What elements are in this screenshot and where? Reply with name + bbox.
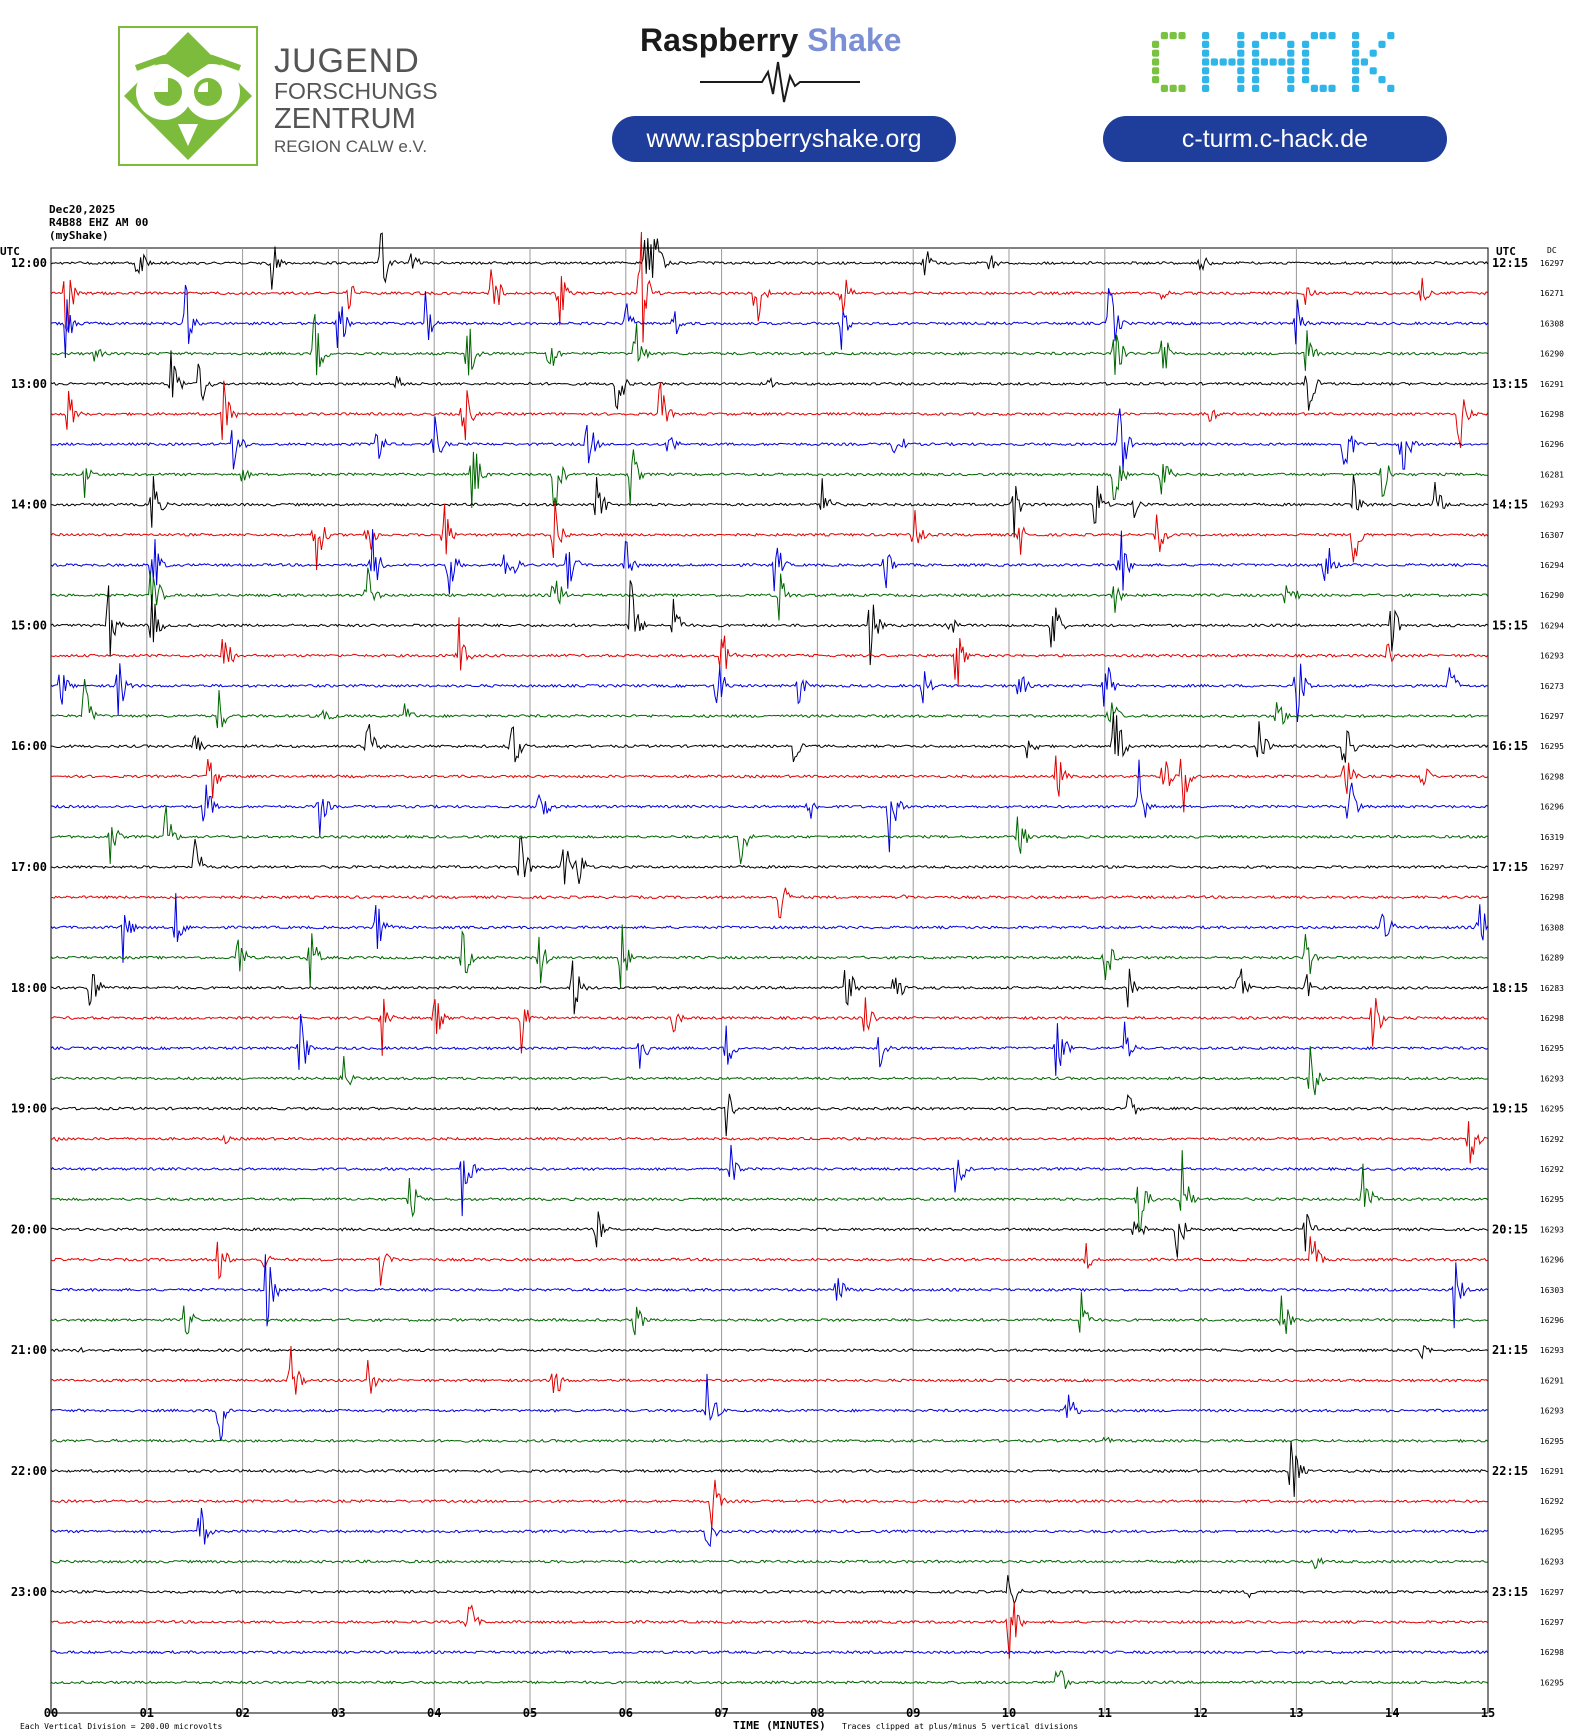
chack-dot <box>1152 76 1159 83</box>
chack-dot <box>1237 32 1244 39</box>
trace-line <box>51 893 1488 963</box>
left-hour-label: 22:00 <box>10 1464 47 1478</box>
chack-dot <box>1252 85 1259 92</box>
chack-dot <box>1311 85 1318 92</box>
dc-value: 16293 <box>1539 1557 1564 1567</box>
trace-line <box>51 888 1488 918</box>
chack-dot <box>1352 50 1359 57</box>
raspberryshake-link[interactable]: www.raspberryshake.org <box>612 116 956 162</box>
trace-line <box>51 806 1488 864</box>
dc-value: 16295 <box>1539 1044 1564 1054</box>
dc-value: 16303 <box>1539 1285 1564 1295</box>
chack-dot <box>1202 58 1209 65</box>
chack-dot <box>1252 76 1259 83</box>
trace-line <box>51 475 1488 538</box>
chack-dot <box>1237 85 1244 92</box>
chack-dot <box>1311 32 1318 39</box>
x-tick-label: 14 <box>1384 1706 1400 1720</box>
trace-line <box>51 1651 1488 1654</box>
trace-line <box>51 1121 1488 1163</box>
left-hour-label: 18:00 <box>10 980 47 995</box>
chack-dot <box>1252 58 1259 65</box>
trace-line <box>51 285 1488 358</box>
trace-line <box>51 409 1488 471</box>
trace-line <box>51 617 1488 685</box>
helicorder-chart <box>0 195 1570 1732</box>
right-hour-label: 20:15 <box>1492 1222 1529 1237</box>
trace-line <box>51 529 1488 594</box>
left-hour-label: 21:00 <box>10 1343 47 1358</box>
dc-value: 16293 <box>1539 500 1564 510</box>
raspberry-shake-logo <box>640 22 940 59</box>
chack-dot <box>1161 32 1168 39</box>
chack-dot <box>1287 85 1294 92</box>
chack-dot <box>1252 41 1259 48</box>
right-time-labels <box>1492 256 1528 1599</box>
x-tick-label: 08 <box>810 1706 825 1720</box>
x-tick-label: 09 <box>905 1706 921 1720</box>
chack-dot <box>1287 50 1294 57</box>
chack-dot <box>1202 85 1209 92</box>
dc-value: 16294 <box>1539 561 1564 570</box>
trace-line <box>51 232 1488 343</box>
dc-value: 16293 <box>1539 651 1564 661</box>
chack-dot <box>1202 32 1209 39</box>
trace-line <box>51 1046 1488 1095</box>
trace-line <box>51 1150 1488 1231</box>
dc-value: 16291 <box>1539 1376 1564 1386</box>
trace-line <box>51 1254 1488 1328</box>
left-hour-label: 15:00 <box>10 618 47 633</box>
chack-dot <box>1220 58 1227 65</box>
dc-value: 16308 <box>1539 923 1564 933</box>
footer-clip-note: Traces clipped at plus/minus 5 vertical divisions <box>842 1722 1079 1731</box>
trace-line <box>51 1558 1488 1568</box>
chack-dot <box>1302 41 1309 48</box>
chack-dot <box>1228 58 1235 65</box>
chack-dot <box>1170 85 1177 92</box>
x-tick-label: 11 <box>1097 1706 1113 1720</box>
dc-value: 16296 <box>1539 1255 1564 1265</box>
chack-dot <box>1378 76 1385 83</box>
right-hour-label: 18:15 <box>1492 980 1529 995</box>
dc-value: 16293 <box>1539 1074 1564 1084</box>
trace-line <box>51 663 1488 722</box>
chack-dot <box>1352 76 1359 83</box>
x-tick-label: 02 <box>235 1706 250 1720</box>
right-hour-label: 19:15 <box>1492 1101 1529 1116</box>
chack-dot <box>1152 67 1159 74</box>
trace-line <box>51 1212 1488 1258</box>
x-axis-label: TIME (MINUTES) <box>733 1719 826 1732</box>
chack-letter <box>1152 32 1186 92</box>
left-hour-label: 19:00 <box>10 1101 47 1116</box>
x-tick-label: 05 <box>522 1706 538 1720</box>
dc-value: 16293 <box>1539 1406 1564 1416</box>
dc-value: 16294 <box>1539 621 1564 631</box>
trace-line <box>51 1346 1488 1395</box>
dc-value: 16291 <box>1539 379 1564 389</box>
jfz-line1: JUGEND <box>274 42 420 80</box>
x-tick-label: 01 <box>139 1706 155 1720</box>
owl-icon <box>120 28 256 164</box>
left-hour-label: 14:00 <box>10 497 47 512</box>
trace-line <box>51 838 1488 885</box>
dc-value: 16292 <box>1539 1165 1564 1174</box>
chack-dot <box>1287 76 1294 83</box>
trace-line <box>51 449 1488 508</box>
chart-source: (myShake) <box>49 229 109 242</box>
dc-value: 16298 <box>1539 1014 1564 1023</box>
dc-value: 16297 <box>1539 712 1564 721</box>
dc-value: 16307 <box>1539 530 1564 540</box>
seismic-wave-icon <box>700 60 860 104</box>
chack-dot <box>1152 58 1159 65</box>
dc-value: 16290 <box>1539 591 1564 601</box>
left-hour-label: 13:00 <box>10 376 47 391</box>
chack-letter <box>1252 32 1294 92</box>
chack-link[interactable]: c-turm.c-hack.de <box>1103 116 1447 162</box>
chack-dot <box>1202 76 1209 83</box>
trace-line <box>51 381 1488 448</box>
dc-value: 16298 <box>1539 772 1564 782</box>
chack-dot <box>1302 67 1309 74</box>
dc-value: 16292 <box>1539 1497 1564 1507</box>
dc-value: 16308 <box>1539 319 1564 329</box>
x-tick-label: 03 <box>331 1706 346 1720</box>
left-hour-label: 23:00 <box>10 1584 47 1599</box>
chack-logo <box>1152 32 1402 94</box>
right-hour-label: 23:15 <box>1492 1584 1529 1599</box>
right-hour-label: 13:15 <box>1492 376 1529 391</box>
chack-dot <box>1202 67 1209 74</box>
trace-line <box>51 760 1488 853</box>
right-hour-label: 17:15 <box>1492 860 1529 874</box>
dc-value: 16292 <box>1539 1134 1564 1144</box>
trace-line <box>51 350 1488 410</box>
jfz-owl-box <box>118 26 258 166</box>
chack-dot <box>1361 58 1368 65</box>
chack-dot <box>1161 85 1168 92</box>
right-hour-label: 15:15 <box>1492 618 1529 633</box>
chack-dot <box>1320 85 1327 92</box>
trace-line <box>51 1575 1488 1604</box>
x-tick-label: 00 <box>43 1706 59 1720</box>
chack-dot <box>1378 41 1385 48</box>
trace-line <box>51 1508 1488 1546</box>
chack-dot <box>1302 58 1309 65</box>
chack-dot <box>1237 76 1244 83</box>
dc-value: 16291 <box>1539 1467 1564 1476</box>
dc-value: 16298 <box>1539 893 1564 903</box>
dc-value: 16319 <box>1539 832 1564 842</box>
trace-line <box>51 1145 1488 1216</box>
chack-dot <box>1387 32 1394 39</box>
dc-value: 16297 <box>1539 259 1564 268</box>
jfz-line2: FORSCHUNGS <box>274 78 438 104</box>
x-tick-label: 15 <box>1480 1706 1496 1720</box>
chack-dot <box>1278 32 1285 39</box>
trace-line <box>51 1236 1488 1285</box>
footer-scale-note: Each Vertical Division = 200.00 microvolts <box>20 1722 223 1731</box>
trace-line <box>51 1346 1488 1358</box>
dc-header-label: DC <box>1547 246 1557 255</box>
chart-station: R4B88 EHZ AM 00 <box>49 216 149 229</box>
chack-dot <box>1302 76 1309 83</box>
minute-gridlines <box>147 248 1392 1713</box>
chack-dot <box>1152 41 1159 48</box>
chack-dot <box>1237 67 1244 74</box>
chack-dot <box>1302 50 1309 57</box>
chack-letter <box>1302 32 1336 92</box>
trace-line <box>51 568 1488 621</box>
x-tick-label: 12 <box>1193 1706 1208 1720</box>
trace-line <box>51 1438 1488 1443</box>
x-tick-label: 04 <box>426 1706 442 1720</box>
dc-value: 16296 <box>1539 440 1564 450</box>
dc-value: 16293 <box>1539 1346 1564 1356</box>
x-tick-label: 13 <box>1289 1706 1304 1720</box>
chack-dot <box>1328 32 1335 39</box>
trace-line <box>51 233 1488 289</box>
x-tick-label: 07 <box>714 1706 729 1720</box>
chack-dot <box>1178 32 1185 39</box>
jfz-line4: REGION CALW e.V. <box>274 137 428 156</box>
trace-line <box>51 1094 1488 1136</box>
dc-value: 16271 <box>1539 289 1564 299</box>
left-time-labels <box>11 256 47 1599</box>
dc-value: 16295 <box>1539 1678 1564 1688</box>
chack-dot <box>1152 50 1159 57</box>
chart-date: Dec20,2025 <box>49 203 116 216</box>
chack-dot <box>1387 85 1394 92</box>
chack-dot <box>1270 58 1277 65</box>
chack-letter <box>1202 32 1244 92</box>
chack-dot <box>1237 58 1244 65</box>
right-utc-label: UTC <box>1496 245 1516 258</box>
dc-value: 16298 <box>1539 1648 1564 1658</box>
left-hour-label: 17:00 <box>10 860 47 874</box>
chack-dot <box>1352 41 1359 48</box>
right-hour-label: 21:15 <box>1492 1343 1529 1358</box>
trace-line <box>51 756 1488 813</box>
chack-dot <box>1202 50 1209 57</box>
chack-dot <box>1352 67 1359 74</box>
chack-dot <box>1352 85 1359 92</box>
chack-dot <box>1270 32 1277 39</box>
x-tick-label: 06 <box>618 1706 634 1720</box>
chack-dot <box>1211 58 1218 65</box>
chack-dot <box>1170 32 1177 39</box>
trace-line <box>51 580 1488 665</box>
plot-frame <box>51 248 1488 1713</box>
right-hour-label: 14:15 <box>1492 497 1529 512</box>
dc-value: 16295 <box>1539 1527 1564 1537</box>
trace-line <box>51 1014 1488 1076</box>
dc-values <box>1540 259 1564 1687</box>
jfz-text <box>274 44 438 155</box>
dc-value: 16295 <box>1539 1195 1564 1205</box>
dc-value: 16283 <box>1539 983 1564 993</box>
chack-dot <box>1287 58 1294 65</box>
left-utc-label: UTC <box>0 245 20 258</box>
dc-value: 16295 <box>1539 1104 1564 1114</box>
chack-dot <box>1252 50 1259 57</box>
chack-dot <box>1352 58 1359 65</box>
trace-line <box>51 925 1488 988</box>
dc-value: 16295 <box>1539 1436 1564 1446</box>
trace-line <box>51 1441 1488 1497</box>
right-hour-label: 16:15 <box>1492 739 1529 754</box>
dc-value: 16296 <box>1539 802 1564 812</box>
right-hour-label: 22:15 <box>1492 1464 1529 1478</box>
trace-line <box>51 1602 1488 1659</box>
shake-word: Shake <box>807 22 902 58</box>
jfz-line3: ZENTRUM <box>274 103 416 135</box>
trace-line <box>51 712 1488 763</box>
chack-dot <box>1237 41 1244 48</box>
dc-value: 16290 <box>1539 349 1564 359</box>
chack-dot <box>1261 32 1268 39</box>
trace-line <box>51 1374 1488 1441</box>
trace-line <box>51 501 1488 570</box>
dc-value: 16297 <box>1539 863 1564 872</box>
chack-letter <box>1352 32 1394 92</box>
chack-dot <box>1328 85 1335 92</box>
dc-value: 16297 <box>1539 1587 1564 1597</box>
chack-dot <box>1261 58 1268 65</box>
chack-dot <box>1287 67 1294 74</box>
chack-dot <box>1370 50 1377 57</box>
dc-value: 16281 <box>1539 470 1564 480</box>
chart-header <box>0 203 1557 258</box>
right-hour-label: 12:15 <box>1492 256 1529 270</box>
chack-dot <box>1287 41 1294 48</box>
x-tick-label: 10 <box>1001 1706 1017 1720</box>
dc-value: 16296 <box>1539 1316 1564 1325</box>
dc-value: 16298 <box>1539 410 1564 419</box>
dc-value: 16297 <box>1539 1618 1564 1627</box>
trace-line <box>51 1480 1488 1529</box>
trace-line <box>51 1671 1488 1689</box>
chack-dot <box>1237 50 1244 57</box>
raspberry-word: Raspberry <box>640 22 799 58</box>
chack-dot <box>1352 32 1359 39</box>
chack-dot <box>1278 58 1285 65</box>
jfz-logo <box>0 0 438 170</box>
left-hour-label: 12:00 <box>10 256 47 270</box>
dc-value: 16295 <box>1539 742 1564 752</box>
chack-dot <box>1178 85 1185 92</box>
dc-value: 16293 <box>1539 1225 1564 1235</box>
dc-value: 16289 <box>1539 953 1564 963</box>
dc-value: 16273 <box>1539 681 1564 691</box>
left-hour-label: 16:00 <box>10 739 47 754</box>
chack-dot <box>1370 67 1377 74</box>
chack-dot <box>1202 41 1209 48</box>
left-hour-label: 20:00 <box>10 1222 47 1237</box>
chack-dot <box>1252 67 1259 74</box>
trace-line <box>51 961 1488 1015</box>
chack-dot <box>1320 32 1327 39</box>
traces <box>51 232 1488 1689</box>
